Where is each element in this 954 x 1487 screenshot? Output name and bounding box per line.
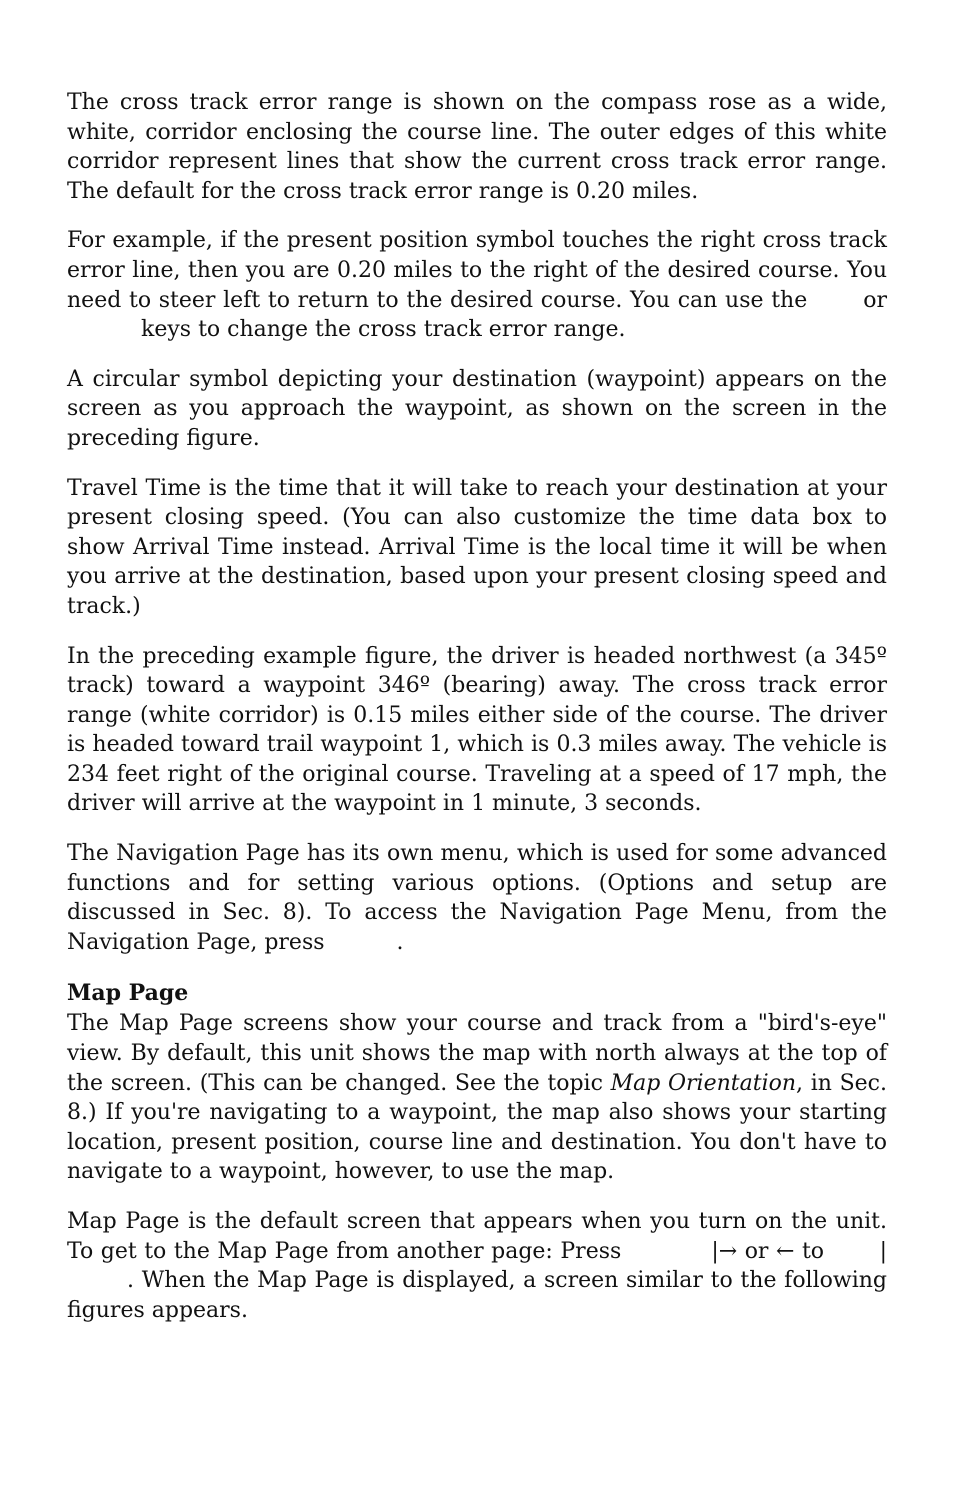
paragraph-text: , in Sec. 8.) If you're navigating to a waypoint, the map also shows your starting location, present position, course line and destination. You don't have to navigate to a waypoint, however, to use the map.: [67, 1070, 887, 1185]
section-heading-map-page: Map Page: [67, 980, 189, 1007]
paragraph-travel-time: [67, 474, 887, 622]
paragraph-text: |→ or ← to: [711, 1238, 825, 1264]
paragraph-navigation-menu: [67, 839, 887, 957]
paragraph-text: A circular symbol depicting your destination (waypoint) appears on the screen as you approach the waypoint, as shown on the screen in the preceding figure.: [67, 366, 887, 451]
paragraph-map-page-intro: [67, 1009, 887, 1187]
paragraph-text: The Map Page screens show your course and track from a "bird's-eye" view. By default, this unit shows the map with north always at the top of the screen. (This can be changed. See the topic: [67, 1011, 887, 1096]
paragraph-text: .: [396, 929, 404, 955]
paragraph-text: In the preceding example figure, the driver is headed northwest (a 345º track) toward a waypoint 346º (bearing) away. The cross track error range (white corridor) is 0.15 miles either side of the course. The driver is headed toward trail waypoint 1, which is 0.3 miles away. The vehicle is 234 feet right of the original course. Traveling at a speed of 17 mph, the driver will arrive at the waypoint in 1 minute, 3 seconds.: [67, 643, 887, 817]
paragraph-waypoint-symbol: [67, 365, 887, 454]
paragraph-map-page-default: [67, 1207, 887, 1325]
paragraph-text: For example, if the present position symbol touches the right cross track error line, then you are 0.20 miles to the right of the desired course. You need to steer left to return to the desired course. You can use the: [67, 228, 887, 313]
paragraph-text: or: [863, 287, 887, 313]
paragraph-cross-track-example: [67, 226, 887, 344]
paragraph-text: Map Page is the default screen that appears when you turn on the unit. To get to the Map Page from another page: Press: [67, 1209, 887, 1264]
paragraph-text: . When the Map Page is displayed, a screen similar to the following figures appears.: [67, 1268, 887, 1323]
paragraph-cross-track-range: [67, 88, 887, 206]
paragraph-example-figure: [67, 642, 887, 820]
paragraph-text: |: [879, 1238, 888, 1264]
paragraph-text: Travel Time is the time that it will take to reach your destination at your present closing speed. (You can also customize the time data box to show Arrival Time instead. Arrival Time is the local time it will be when you arrive at the destination, based upon your present closing speed and track.): [67, 475, 887, 619]
paragraph-text: The Navigation Page has its own menu, which is used for some advanced functions and for setting various options. (Options and setup are discussed in Sec. 8). To access the Navigation Page Menu, from the Navigation Page, press: [67, 841, 887, 955]
paragraph-text: keys to change the cross track error range.: [141, 317, 626, 343]
document-page: [67, 88, 887, 1345]
topic-reference: Map Orientation: [610, 1070, 797, 1096]
paragraph-text: The cross track error range is shown on the compass rose as a wide, white, corridor enclosing the course line. The outer edges of this white corridor represent lines that show the current cross track error range. The default for the cross track error range is 0.20 miles.: [67, 90, 887, 204]
